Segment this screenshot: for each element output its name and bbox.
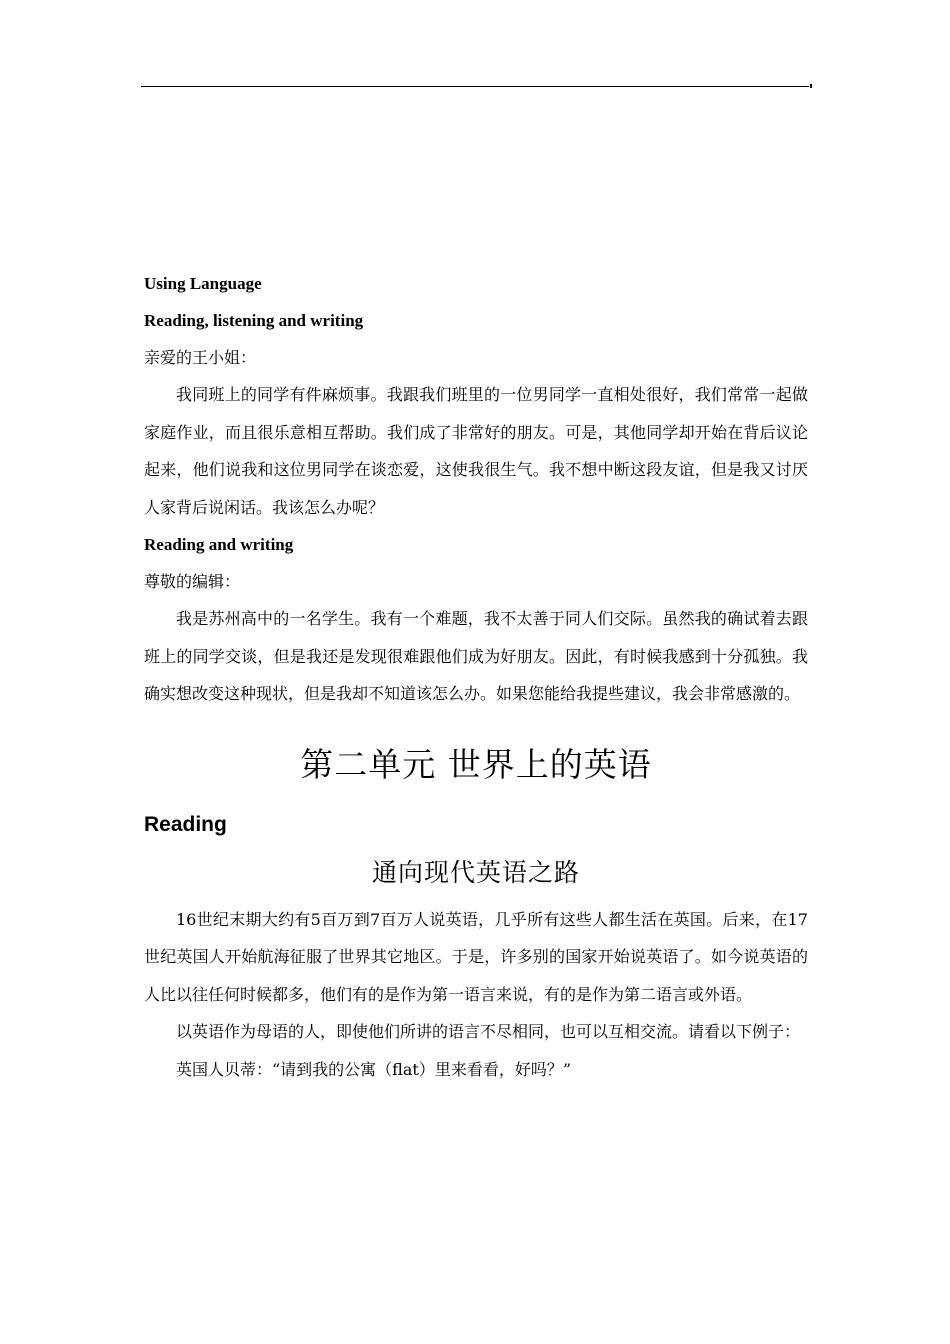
letter2-body: 我是苏州高中的一名学生。我有一个难题，我不太善于同人们交际。虽然我的确试着去跟班上的同学交谈，但是我还是发现很难跟他们成为好朋友。因此，有时候我感到十分孤独。我确实想改变这种现状，但是我却不知道该怎么办。如果您能给我提些建议，我会非常感激的。 (144, 609, 808, 703)
letter1-body: 我同班上的同学有件麻烦事。我跟我们班里的一位男同学一直相处很好，我们常常一起做家庭作业，而且很乐意相互帮助。我们成了非常好的朋友。可是，其他同学却开始在背后议论起来，他们说我和这位男同学在谈恋爱，这使我很生气。我不想中断这段友谊，但是我又讨厌人家背后说闲话。我该怎么办呢？ (144, 385, 808, 517)
section-heading-using-language: Using Language (144, 274, 262, 293)
header-rule (141, 86, 809, 87)
letter1-salutation: 亲爱的王小姐： (144, 348, 257, 367)
dialogue-line-betty: 英国人贝蒂：“请到我的公寓（flat）里来看看，好吗？” (176, 1059, 572, 1079)
header-rule-end-mark (810, 84, 812, 88)
reading-heading: Reading (144, 812, 227, 836)
article-paragraph-1: 16世纪末期大约有5百万到7百万人说英语，几乎所有这些人都生活在英国。后来，在17世纪英国人开始航海征服了世界其它地区。于是，许多别的国家开始说英语了。如今说英语的人比以往任何时候都多，他们有的是作为第一语言来说，有的是作为第二语言或外语。 (144, 909, 808, 1004)
section-heading-reading-listening-writing: Reading, listening and writing (144, 311, 364, 330)
article-title: 通向现代英语之路 (371, 857, 580, 887)
page-content (144, 265, 808, 1088)
letter2-salutation: 尊敬的编辑： (144, 572, 241, 591)
unit-title: 第二单元 世界上的英语 (300, 744, 652, 784)
article-paragraph-2: 以英语作为母语的人，即使他们所讲的语言不尽相同，也可以互相交流。请看以下例子： (176, 1022, 801, 1041)
section-heading-reading-writing: Reading and writing (144, 535, 294, 554)
